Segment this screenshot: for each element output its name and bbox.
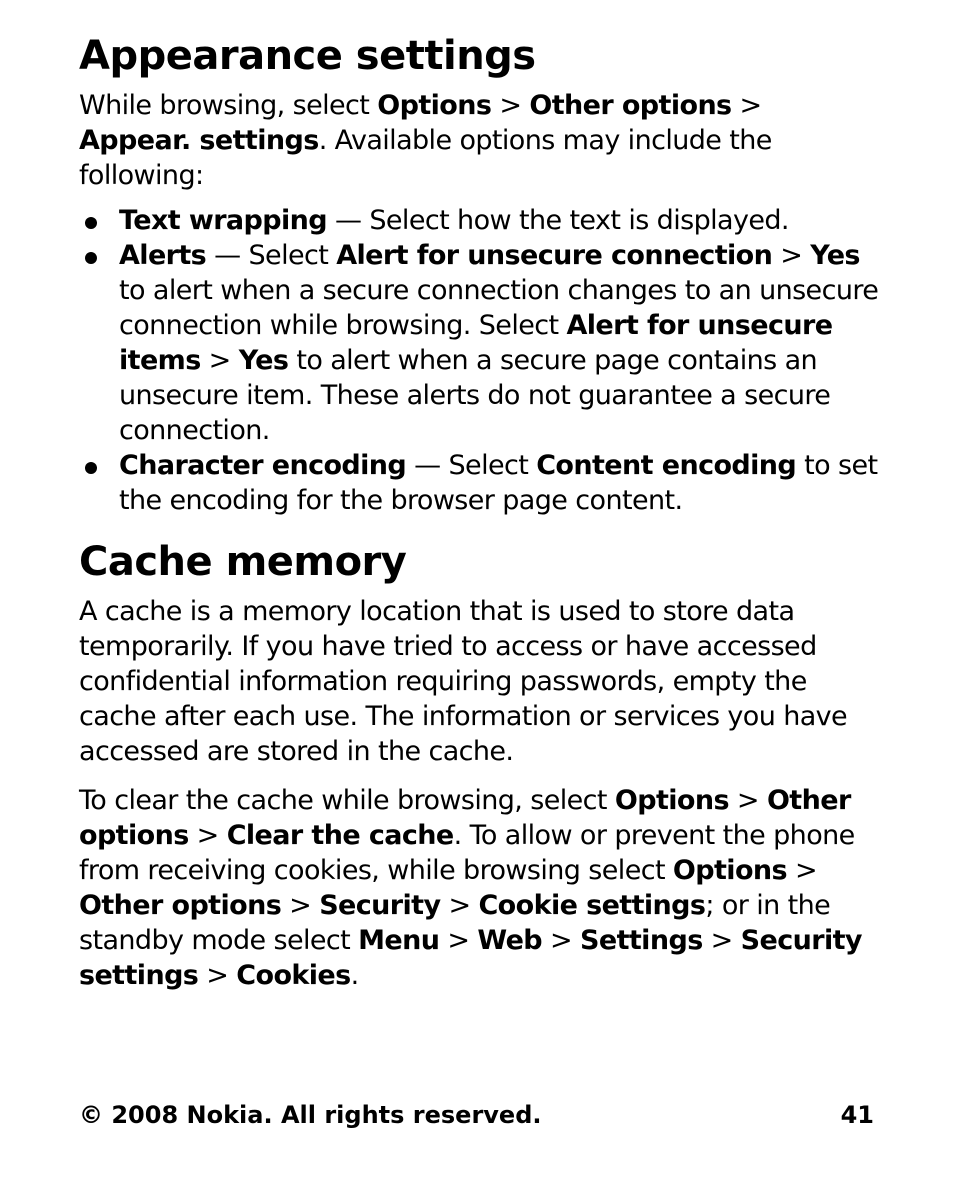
menu-path-separator: > [542,925,581,956]
bullet-icon [85,252,97,264]
bold-term: Other options [529,90,732,121]
text-run: While browsing, select [79,90,378,121]
cache-description-paragraph [79,594,879,769]
menu-path-separator: > [439,925,478,956]
bold-term: Alert for unsecure items [119,310,833,376]
section-title-cache-memory: Cache memory [79,539,407,585]
menu-path-separator: > [200,345,239,376]
bold-term: Cookie settings [478,890,706,921]
text-run: to set the encoding for the browser page content. [119,450,878,516]
page-content [79,30,879,993]
menu-path-separator: > [491,90,530,121]
bold-term: Content encoding [536,450,797,481]
bold-term: Options [672,855,788,886]
bold-term: Text wrapping [119,205,328,236]
list-item-alerts [79,238,879,448]
bold-term: Web [477,925,543,956]
bold-term: Appear. settings [79,125,319,156]
bold-term: Alert for unsecure connection [336,240,773,271]
text-run: A cache is a memory location that is used to store data temporarily. If you have tried to access or have accessed confidential information requiring passwords, empty the cache after each use. The information or services you have accessed are stored in the cache. [79,596,848,767]
menu-path-separator: > [772,240,811,271]
text-run: to alert when a secure page contains an unsecure item. These alerts do not guarantee a secure connection. [119,345,831,446]
menu-path-separator: > [787,855,818,886]
cache-instructions-paragraph [79,783,879,993]
bold-term: Character encoding [119,450,407,481]
text-run: — Select [206,240,337,271]
bold-term: Other options [79,890,282,921]
bold-term: Other options [79,785,851,851]
bold-term: Settings [580,925,703,956]
bullet-icon [85,462,97,474]
text-run: — Select how the text is displayed. [327,205,789,236]
menu-path-separator: > [281,890,320,921]
text-run: — Select [406,450,537,481]
menu-path-separator: > [440,890,479,921]
bold-term: Security [319,890,441,921]
bold-term: Clear the cache [226,820,454,851]
menu-path-separator: > [728,785,767,816]
copyright-notice: © 2008 Nokia. All rights reserved. [79,1101,542,1129]
text-run: . Available options may include the following: [79,125,772,191]
list-item-character-encoding [79,448,879,518]
text-run: to alert when a secure connection changes to an unsecure connection while browsing. Select [119,275,879,341]
appearance-intro-paragraph [79,88,879,193]
bold-term: Cookies [236,960,351,991]
menu-path-separator: > [702,925,741,956]
text-run: To clear the cache while browsing, select [79,785,615,816]
menu-path-separator: > [188,820,227,851]
text-run: . To allow or prevent the phone from receiving cookies, while browsing select [79,820,855,886]
bold-term: Security settings [79,925,862,991]
menu-path-separator: > [198,960,237,991]
bold-term: Yes [238,345,289,376]
page-footer [79,1098,874,1132]
bullet-icon [85,217,97,229]
bold-term: Menu [358,925,440,956]
list-item-text-wrapping [79,203,879,238]
text-run: ; or in the standby mode select [79,890,831,956]
section-title-appearance-settings: Appearance settings [79,33,536,79]
bold-term: Yes [810,240,860,271]
bold-term: Alerts [119,240,207,271]
page-number: 41 [840,1101,874,1129]
bold-term: Options [614,785,729,816]
appearance-options-list [79,203,879,518]
menu-path-separator: > [731,90,762,121]
bold-term: Options [377,90,492,121]
text-run: . [350,960,359,991]
